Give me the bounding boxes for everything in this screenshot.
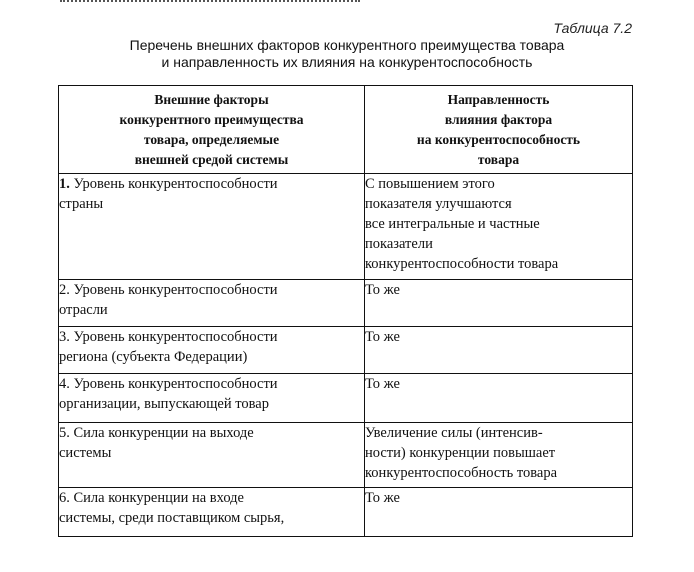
effect-line: То же bbox=[365, 282, 400, 298]
factor-cell bbox=[59, 280, 365, 327]
row-number: 5. bbox=[59, 425, 70, 441]
factor-text: Сила конкуренции на входе bbox=[69, 490, 244, 506]
table-row bbox=[59, 280, 633, 327]
table-header-row bbox=[59, 86, 633, 174]
factor-line bbox=[59, 374, 364, 394]
row-number: 2. bbox=[59, 282, 70, 298]
effect-line: все интегральные и частные bbox=[365, 216, 540, 232]
factor-line bbox=[59, 174, 364, 194]
row-number: 1. bbox=[59, 176, 70, 192]
factor-text: Уровень конкурентоспособности bbox=[69, 376, 278, 392]
factor-cell bbox=[59, 488, 365, 537]
effect-line: конкурентоспособности товара bbox=[365, 256, 559, 272]
factor-line: отрасли bbox=[59, 302, 108, 318]
factor-text: Уровень конкурентоспособности bbox=[69, 282, 278, 298]
header-external-factors bbox=[59, 86, 365, 174]
table-caption-line-1: Перечень внешних факторов конкурентного преимущества товара bbox=[129, 37, 565, 53]
header-col2-line: на конкурентоспособность bbox=[416, 131, 581, 147]
page-top-edge bbox=[60, 0, 360, 6]
factor-cell bbox=[59, 423, 365, 488]
header-col1-line: внешней средой системы bbox=[134, 151, 289, 167]
factor-line bbox=[59, 327, 364, 347]
effect-line: конкурентоспособность товара bbox=[365, 465, 558, 481]
factor-text: Уровень конкурентоспособности bbox=[69, 329, 278, 345]
effect-cell bbox=[365, 174, 633, 280]
row-number: 4. bbox=[59, 376, 70, 392]
effect-cell bbox=[365, 280, 633, 327]
factors-table bbox=[58, 85, 633, 537]
table-number-label: Таблица 7.2 bbox=[553, 20, 632, 36]
factor-line: организации, выпускающей товар bbox=[59, 396, 269, 412]
factor-line: системы, среди поставщиком сырья, bbox=[59, 510, 285, 526]
table-caption-line-2: и направленность их влияния на конкурентоспособность bbox=[161, 54, 533, 70]
factor-line bbox=[59, 280, 364, 300]
header-col1-line: Внешние факторы bbox=[154, 91, 269, 107]
header-col2-line: влияния фактора bbox=[444, 111, 553, 127]
factor-cell bbox=[59, 327, 365, 374]
effect-cell bbox=[365, 327, 633, 374]
row-number: 6. bbox=[59, 490, 70, 506]
row-number: 3. bbox=[59, 329, 70, 345]
header-col2-line: товара bbox=[477, 151, 520, 167]
factor-text: Сила конкуренции на выходе bbox=[69, 425, 254, 441]
effect-line: показателя улучшаются bbox=[365, 196, 512, 212]
header-influence-direction bbox=[365, 86, 633, 174]
factor-cell bbox=[59, 374, 365, 423]
effect-line: ности) конкуренции повышает bbox=[365, 445, 556, 461]
effect-line: С повышением этого bbox=[365, 176, 495, 192]
table-row bbox=[59, 374, 633, 423]
effect-line: То же bbox=[365, 490, 400, 506]
effect-line: То же bbox=[365, 329, 400, 345]
effect-cell bbox=[365, 374, 633, 423]
header-col2-line: Направленность bbox=[447, 91, 550, 107]
factor-line: региона (субъекта Федерации) bbox=[59, 349, 248, 365]
table-row bbox=[59, 327, 633, 374]
header-col1-line: товара, определяемые bbox=[143, 131, 280, 147]
effect-cell bbox=[365, 488, 633, 537]
table-row bbox=[59, 488, 633, 537]
effect-line: показатели bbox=[365, 236, 433, 252]
factor-line bbox=[59, 423, 364, 443]
factor-line: системы bbox=[59, 445, 112, 461]
factor-text: Уровень конкурентоспособности bbox=[69, 176, 278, 192]
factor-line: страны bbox=[59, 196, 104, 212]
table-row bbox=[59, 174, 633, 280]
table-row bbox=[59, 423, 633, 488]
factor-cell bbox=[59, 174, 365, 280]
header-col1-line: конкурентного преимущества bbox=[119, 111, 304, 127]
effect-line: То же bbox=[365, 376, 400, 392]
effect-cell bbox=[365, 423, 633, 488]
factor-line bbox=[59, 488, 364, 508]
effect-line: Увеличение силы (интенсив- bbox=[365, 425, 543, 441]
